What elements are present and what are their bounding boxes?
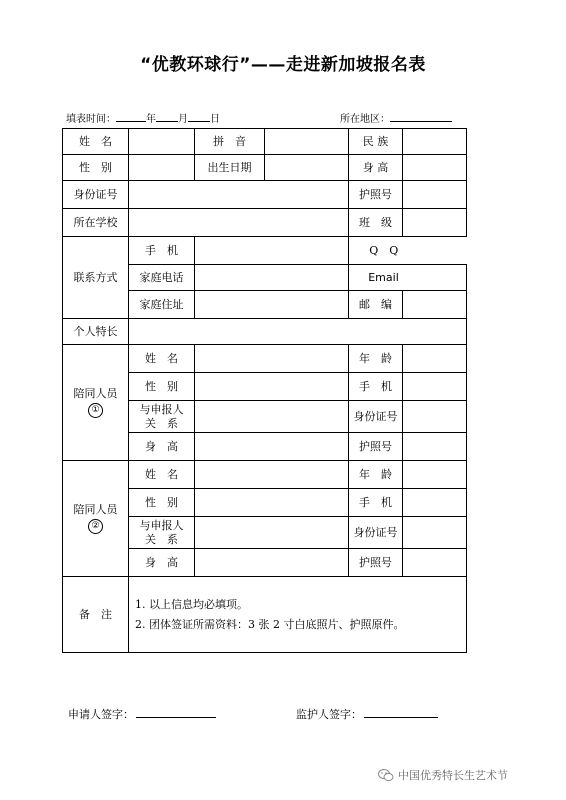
remark-2: 2. 团体签证所需资料：3 张 2 寸白底照片、护照原件。 [135,617,405,631]
email-label-cell [349,265,467,291]
passport-label: 护照号 [349,181,403,209]
companion-1-passport-cell[interactable] [403,433,467,461]
companion-1-mobile-label: 手 机 [349,373,403,401]
remarks-label: 备 注 [63,577,129,653]
companion-2-age-cell[interactable] [403,461,467,489]
companion-1-height-label: 身 高 [129,433,195,461]
companion-2-title: 陪同人员 [73,503,118,517]
class-label: 班 级 [349,209,403,237]
year-label: 年 [146,114,156,125]
class-cell[interactable] [403,209,467,237]
companion-2-label [63,461,129,577]
name-cell[interactable] [129,129,195,155]
companion-1-id-label: 身份证号 [349,401,403,433]
home-address-cell[interactable] [195,291,349,319]
mobile-cell[interactable] [195,237,349,265]
form-title: “优教环球行”——走进新加坡报名表 [140,55,426,75]
companion-1-relation-line2: 关 系 [145,416,178,430]
contact-label: 联系方式 [63,237,129,319]
companion-1-height-cell[interactable] [195,433,349,461]
companion-2-relation-cell[interactable] [195,517,349,549]
companion-2-gender-label: 性 别 [129,489,195,517]
birthdate-cell[interactable] [265,155,349,181]
companion-1-mobile-cell[interactable] [403,373,467,401]
companion-2-gender-cell[interactable] [195,489,349,517]
companion-1-name-label: 姓 名 [129,345,195,373]
ethnicity-label: 民 族 [349,129,403,155]
companion-1-age-cell[interactable] [403,345,467,373]
home-phone-label: 家庭电话 [129,265,195,291]
height-cell[interactable] [403,155,467,181]
companion-2-passport-cell[interactable] [403,549,467,577]
companion-2-mobile-label: 手 机 [349,489,403,517]
companion-2-id-cell[interactable] [403,517,467,549]
companion-2-height-cell[interactable] [195,549,349,577]
ethnicity-cell[interactable] [403,129,467,155]
companion-1-gender-label: 性 别 [129,373,195,401]
companion-1-name-cell[interactable] [195,345,349,373]
school-label: 所在学校 [63,209,129,237]
companion-2-passport-label: 护照号 [349,549,403,577]
companion-2-number: ② [88,519,103,534]
companion-1-number: ① [88,403,103,418]
companion-1-label [63,345,129,461]
pinyin-label: 拼 音 [195,129,265,155]
postcode-cell[interactable] [403,291,467,319]
companion-2-relation-label [129,517,195,549]
companion-2-relation-line1: 与申报人 [139,518,184,532]
companion-1-title: 陪同人员 [73,387,118,401]
mobile-label: 手 机 [129,237,195,265]
region-row [340,110,452,125]
applicant-signature-line[interactable] [136,706,216,718]
companion-1-relation-cell[interactable] [195,401,349,433]
home-phone-cell[interactable] [195,265,349,291]
fill-time-row [66,110,220,125]
fill-time-label: 填表时间： [66,114,116,125]
guardian-signature-label: 监护人签字： [296,708,362,721]
companion-2-relation-line2: 关 系 [145,532,178,546]
specialty-cell[interactable] [129,319,467,345]
companion-2-name-cell[interactable] [195,461,349,489]
companion-2-mobile-cell[interactable] [403,489,467,517]
pinyin-cell[interactable] [265,129,349,155]
wechat-icon [378,768,394,782]
specialty-label: 个人特长 [63,319,129,345]
year-blank[interactable] [116,112,146,122]
guardian-signature [296,706,438,722]
passport-cell[interactable] [403,181,467,209]
guardian-signature-line[interactable] [364,706,438,718]
month-blank[interactable] [156,112,178,122]
companion-1-gender-cell[interactable] [195,373,349,401]
month-label: 月 [178,114,188,125]
qq-label: Q Q [369,243,399,257]
watermark [378,767,508,783]
postcode-label: 邮 编 [349,291,403,319]
region-blank[interactable] [390,112,452,122]
day-label: 日 [210,114,220,125]
gender-cell[interactable] [129,155,195,181]
remark-1: 1. 以上信息均必填项。 [135,597,248,611]
region-label: 所在地区： [340,114,390,125]
registration-table [62,128,467,653]
remarks-content [129,577,467,653]
companion-2-height-label: 身 高 [129,549,195,577]
companion-1-id-cell[interactable] [403,401,467,433]
qq-label-cell [349,237,467,265]
companion-1-age-label: 年 龄 [349,345,403,373]
watermark-text: 中国优秀特长生艺术节 [398,769,508,782]
day-blank[interactable] [188,112,210,122]
companion-2-name-label: 姓 名 [129,461,195,489]
school-cell[interactable] [129,209,349,237]
companion-1-relation-label [129,401,195,433]
birthdate-label: 出生日期 [195,155,265,181]
applicant-signature [68,706,216,722]
id-number-cell[interactable] [129,181,349,209]
home-address-label: 家庭住址 [129,291,195,319]
height-label: 身 高 [349,155,403,181]
companion-1-passport-label: 护照号 [349,433,403,461]
companion-1-relation-line1: 与申报人 [139,402,184,416]
id-number-label: 身份证号 [63,181,129,209]
gender-label: 性 别 [63,155,129,181]
email-label: Email [368,270,399,284]
companion-2-age-label: 年 龄 [349,461,403,489]
applicant-signature-label: 申请人签字： [68,708,134,721]
name-label: 姓 名 [63,129,129,155]
companion-2-id-label: 身份证号 [349,517,403,549]
